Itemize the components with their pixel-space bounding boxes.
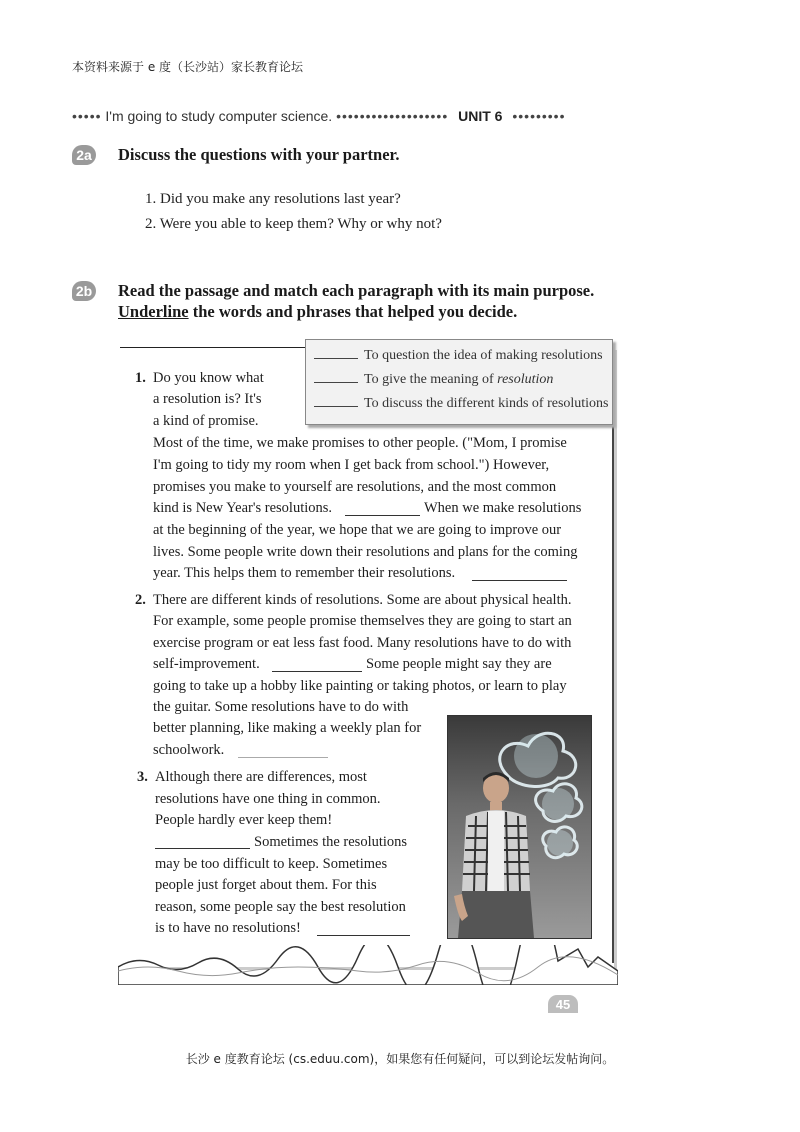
page-number: 45 — [548, 995, 578, 1013]
p1-line: a kind of promise. — [153, 413, 259, 429]
p2-line: the guitar. Some resolutions have to do with — [153, 699, 409, 715]
paragraph-1-number: 1. — [135, 370, 146, 386]
running-head-dots-mid: ••••••••••••••••••• — [336, 108, 449, 124]
answer-blank[interactable] — [272, 671, 362, 672]
p2-line: For example, some people promise themselves they are going to start an — [153, 613, 572, 629]
p2-line: exercise program or eat less fast food. Many resolutions have to do with — [153, 635, 572, 651]
p2-line: self-improvement. — [153, 656, 260, 672]
p1-line: promises you make to yourself are resolutions, and the most common — [153, 479, 557, 495]
p1-line: Do you know what — [153, 370, 264, 386]
task-2b-instruction-line1: Read the passage and match each paragraph with its main purpose. — [118, 281, 595, 300]
p1-line: lives. Some people write down their resolutions and plans for the coming — [153, 544, 578, 560]
p2-line: Some people might say they are — [366, 656, 552, 672]
running-head-title: I'm going to study computer science. — [105, 108, 333, 124]
p3-line: resolutions have one thing in common. — [155, 791, 381, 807]
torn-edge — [118, 945, 618, 985]
source-note: 本资料来源于 e 度（长沙站）家长教育论坛 — [72, 60, 304, 74]
p3-line: Although there are differences, most — [155, 769, 367, 785]
purpose-option-1: To question the idea of making resolutions — [314, 348, 603, 364]
p3-line: reason, some people say the best resolution — [155, 899, 406, 915]
task-2b-instruction-line2 — [118, 302, 517, 322]
p3-line: People hardly ever keep them! — [155, 812, 333, 828]
purpose-option-2: To give the meaning of resolution — [314, 372, 553, 388]
p3-line: is to have no resolutions! — [155, 920, 301, 936]
paragraph-3-number: 3. — [137, 769, 148, 785]
p3-line: people just forget about them. For this — [155, 877, 377, 893]
running-head-dots-left: ••••• — [72, 108, 102, 124]
p2-line: going to take up a hobby like painting or taking photos, or learn to play — [153, 678, 567, 694]
task-badge-2b: 2b — [72, 281, 96, 301]
task-2b-instruction-rest: the words and phrases that helped you decide. — [188, 302, 518, 321]
p3-line: may be too difficult to keep. Sometimes — [155, 856, 388, 872]
p1-line: I'm going to tidy my room when I get back from school.") However, — [153, 457, 550, 473]
task-2a-instruction: Discuss the questions with your partner. — [118, 145, 400, 164]
running-head-dots-right: ••••••••• — [512, 108, 566, 124]
thinking-boy-photo — [447, 715, 592, 939]
purpose-blank[interactable] — [314, 382, 358, 383]
photo-illustration — [448, 716, 591, 938]
answer-blank[interactable] — [317, 935, 410, 936]
p1-line: kind is New Year's resolutions. — [153, 500, 333, 516]
running-head — [72, 108, 647, 128]
purpose-option-3: To discuss the different kinds of resolutions — [314, 396, 609, 412]
answer-blank[interactable] — [155, 848, 250, 849]
underline-word: Underline — [118, 302, 189, 321]
p1-line: a resolution is? It's — [153, 391, 262, 407]
p1-line: When we make resolutions — [424, 500, 582, 516]
answer-blank[interactable] — [238, 757, 328, 758]
footer-note: 长沙 e 度教育论坛 (cs.eduu.com)，如果您有任何疑问，可以到论坛发帖询问。 — [185, 1052, 615, 1066]
p1-line: year. This helps them to remember their resolutions. — [153, 565, 456, 581]
purpose-blank[interactable] — [314, 406, 358, 407]
purpose-blank[interactable] — [314, 358, 358, 359]
p2-line: better planning, like making a weekly plan for — [153, 720, 422, 736]
p2-line: There are different kinds of resolutions. Some are about physical health. — [153, 592, 572, 608]
purpose-box — [305, 339, 613, 425]
p3-line: Sometimes the resolutions — [254, 834, 408, 850]
question-2: 2. Were you able to keep them? Why or why not? — [145, 216, 442, 232]
answer-blank[interactable] — [472, 580, 567, 581]
p1-line: at the beginning of the year, we hope that we are going to improve our — [153, 522, 562, 538]
unit-label: UNIT 6 — [458, 108, 503, 124]
p1-line: Most of the time, we make promises to other people. ("Mom, I promise — [153, 435, 567, 451]
paragraph-2-number: 2. — [135, 592, 146, 608]
task-badge-2a: 2a — [72, 145, 96, 165]
p2-line: schoolwork. — [153, 742, 225, 758]
answer-blank[interactable] — [345, 515, 420, 516]
question-1: 1. Did you make any resolutions last year? — [145, 191, 401, 207]
